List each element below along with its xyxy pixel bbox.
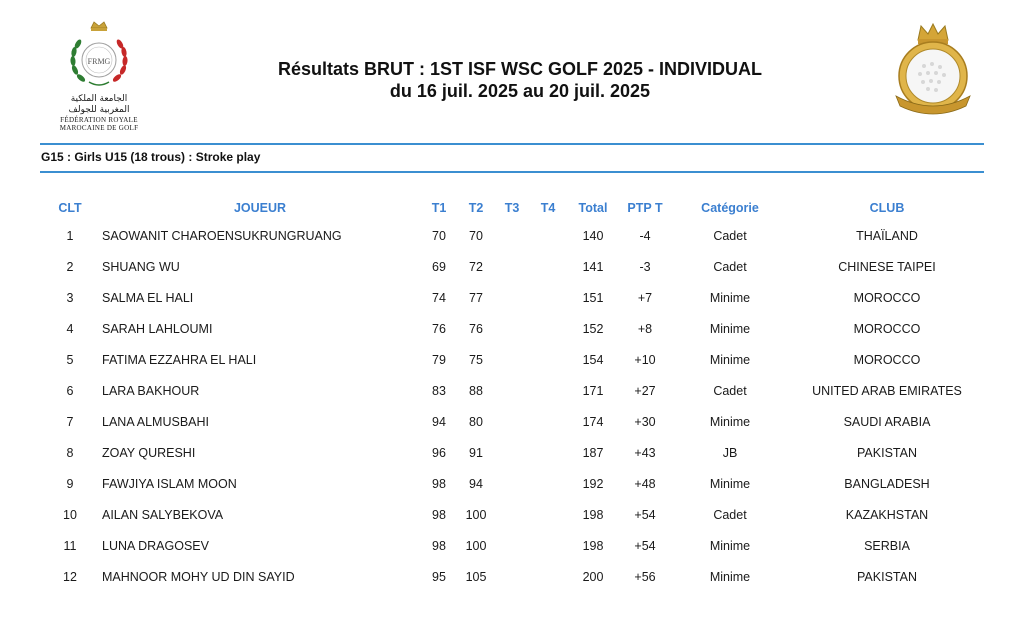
cell-ptp: +56 [634, 569, 656, 584]
cell-player-name: LANA ALMUSBAHI [102, 414, 209, 429]
col-header-clt: CLT [58, 201, 82, 215]
cell-player-name: SARAH LAHLOUMI [102, 321, 213, 336]
cell-t1: 83 [432, 383, 446, 398]
cell-category: Cadet [713, 228, 747, 243]
cell-total: 140 [582, 228, 604, 243]
cell-total: 154 [582, 352, 604, 367]
cell-t3 [494, 344, 530, 375]
cell-ptp: +43 [634, 445, 656, 460]
col-header-t3: T3 [504, 201, 520, 215]
cell-total: 198 [582, 507, 604, 522]
cell-t4 [530, 406, 566, 437]
cell-category: Minime [709, 414, 751, 429]
cell-category: Minime [709, 476, 751, 491]
section-title: G15 : Girls U15 (18 trous) : Stroke play [41, 150, 261, 164]
cell-player-name: FAWJIYA ISLAM MOON [102, 476, 237, 491]
cell-club: SAUDI ARABIA [843, 414, 931, 429]
cell-player-name: AILAN SALYBEKOVA [102, 507, 224, 522]
cell-t3 [494, 499, 530, 530]
table-row [40, 561, 984, 592]
cell-category: Cadet [713, 259, 747, 274]
cell-t3 [494, 530, 530, 561]
golf-ball-crown-emblem-icon [888, 20, 978, 120]
col-header-t1: T1 [431, 201, 447, 215]
cell-total: 200 [582, 569, 604, 584]
cell-rank: 10 [63, 507, 77, 522]
cell-rank: 6 [66, 383, 74, 398]
cell-total: 174 [582, 414, 604, 429]
col-header-t2: T2 [468, 201, 484, 215]
cell-category: Minime [709, 538, 751, 553]
cell-category: JB [722, 445, 738, 460]
cell-t1: 76 [432, 321, 446, 336]
cell-total: 151 [582, 290, 604, 305]
cell-t4 [530, 468, 566, 499]
table-row [40, 437, 984, 468]
cell-player-name: SHUANG WU [102, 259, 180, 274]
cell-t3 [494, 251, 530, 282]
table-row [40, 220, 984, 251]
cell-player-name: MAHNOOR MOHY UD DIN SAYID [102, 569, 295, 584]
cell-t3 [494, 375, 530, 406]
cell-t4 [530, 344, 566, 375]
laurel-crown-emblem-icon [64, 20, 134, 92]
cell-t1: 79 [432, 352, 446, 367]
cell-t3 [494, 468, 530, 499]
cell-t3 [494, 437, 530, 468]
cell-t4 [530, 530, 566, 561]
cell-category: Cadet [713, 507, 747, 522]
cell-rank: 4 [66, 321, 74, 336]
cell-t1: 98 [432, 476, 446, 491]
cell-category: Cadet [713, 383, 747, 398]
cell-player-name: SAOWANIT CHAROENSUKRUNGRUANG [102, 228, 342, 243]
cell-rank: 2 [66, 259, 74, 274]
svg-text:FRMG: FRMG [87, 57, 111, 66]
cell-total: 198 [582, 538, 604, 553]
cell-player-name: SALMA EL HALI [102, 290, 194, 305]
cell-rank: 3 [66, 290, 74, 305]
cell-t2: 77 [469, 290, 483, 305]
cell-t1: 96 [432, 445, 446, 460]
results-title: Résultats BRUT : 1ST ISF WSC GOLF 2025 - INDIVIDUAL [277, 59, 763, 79]
cell-ptp: -3 [639, 259, 651, 274]
col-header-club: CLUB [869, 201, 905, 215]
cell-club: KAZAKHSTAN [845, 507, 929, 522]
table-row [40, 468, 984, 499]
cell-t4 [530, 220, 566, 251]
cell-club: MOROCCO [853, 352, 921, 367]
cell-ptp: -4 [639, 228, 651, 243]
cell-t3 [494, 220, 530, 251]
cell-t2: 100 [465, 507, 487, 522]
cell-t3 [494, 406, 530, 437]
results-dates: du 16 juil. 2025 au 20 juil. 2025 [389, 81, 651, 101]
cell-rank: 5 [66, 352, 74, 367]
section-divider-top [40, 143, 984, 145]
section-divider-bottom [40, 171, 984, 173]
cell-club: THAÏLAND [856, 228, 918, 243]
federation-name-latin: FÉDÉRATION ROYALE MAROCAINE DE GOLF [59, 116, 139, 132]
trophy-logo [888, 20, 978, 120]
cell-t2: 105 [465, 569, 487, 584]
cell-t1: 95 [432, 569, 446, 584]
cell-t4 [530, 313, 566, 344]
table-row [40, 282, 984, 313]
cell-club: MOROCCO [853, 290, 921, 305]
cell-t2: 100 [465, 538, 487, 553]
cell-t4 [530, 561, 566, 592]
table-row [40, 406, 984, 437]
results-table [40, 196, 984, 592]
cell-rank: 11 [63, 538, 77, 553]
page-title [200, 58, 840, 102]
cell-ptp: +30 [634, 414, 656, 429]
col-header-total: Total [578, 201, 608, 215]
cell-rank: 8 [66, 445, 74, 460]
table-row [40, 375, 984, 406]
cell-t1: 94 [432, 414, 446, 429]
cell-total: 171 [582, 383, 604, 398]
cell-t4 [530, 251, 566, 282]
cell-ptp: +7 [637, 290, 653, 305]
cell-total: 152 [582, 321, 604, 336]
cell-t3 [494, 282, 530, 313]
results-table-body [40, 220, 984, 592]
federation-name-arabic: الجامعة الملكية المغربية للجولف [68, 94, 130, 115]
cell-t2: 75 [469, 352, 483, 367]
cell-ptp: +54 [634, 538, 656, 553]
cell-player-name: ZOAY QURESHI [102, 445, 196, 460]
cell-t2: 70 [469, 228, 483, 243]
cell-rank: 7 [66, 414, 74, 429]
cell-ptp: +54 [634, 507, 656, 522]
cell-total: 192 [582, 476, 604, 491]
col-header-categorie: Catégorie [701, 201, 759, 215]
cell-total: 141 [582, 259, 604, 274]
table-row [40, 344, 984, 375]
cell-t3 [494, 313, 530, 344]
cell-t2: 94 [469, 476, 483, 491]
cell-rank: 9 [66, 476, 74, 491]
cell-club: PAKISTAN [857, 569, 917, 584]
cell-club: BANGLADESH [844, 476, 930, 491]
cell-category: Minime [709, 352, 751, 367]
federation-logo [54, 20, 144, 136]
cell-rank: 1 [66, 228, 74, 243]
cell-rank: 12 [63, 569, 77, 584]
cell-t3 [494, 561, 530, 592]
cell-ptp: +27 [634, 383, 656, 398]
cell-category: Minime [709, 569, 751, 584]
cell-ptp: +10 [634, 352, 656, 367]
cell-ptp: +48 [634, 476, 656, 491]
col-header-t4: T4 [540, 201, 556, 215]
cell-t2: 76 [469, 321, 483, 336]
cell-club: PAKISTAN [857, 445, 917, 460]
table-row [40, 499, 984, 530]
cell-t1: 98 [432, 507, 446, 522]
cell-club: MOROCCO [853, 321, 921, 336]
cell-t1: 69 [432, 259, 446, 274]
cell-t2: 88 [469, 383, 483, 398]
cell-ptp: +8 [637, 321, 653, 336]
cell-total: 187 [582, 445, 604, 460]
col-header-ptp: PTP T [627, 201, 663, 215]
cell-category: Minime [709, 290, 751, 305]
cell-t1: 98 [432, 538, 446, 553]
cell-t1: 70 [432, 228, 446, 243]
table-row [40, 313, 984, 344]
cell-t4 [530, 375, 566, 406]
cell-player-name: LUNA DRAGOSEV [102, 538, 209, 553]
cell-t4 [530, 499, 566, 530]
cell-t2: 91 [469, 445, 483, 460]
cell-club: UNITED ARAB EMIRATES [812, 383, 962, 398]
cell-club: CHINESE TAIPEI [838, 259, 936, 274]
cell-t4 [530, 282, 566, 313]
cell-player-name: LARA BAKHOUR [102, 383, 200, 398]
cell-t2: 80 [469, 414, 483, 429]
table-row [40, 251, 984, 282]
cell-club: SERBIA [864, 538, 910, 553]
cell-t4 [530, 437, 566, 468]
cell-t2: 72 [469, 259, 483, 274]
cell-category: Minime [709, 321, 751, 336]
col-header-joueur: JOUEUR [233, 201, 287, 215]
table-header-row [40, 196, 984, 220]
cell-t1: 74 [432, 290, 446, 305]
cell-player-name: FATIMA EZZAHRA EL HALI [102, 352, 257, 367]
table-row [40, 530, 984, 561]
